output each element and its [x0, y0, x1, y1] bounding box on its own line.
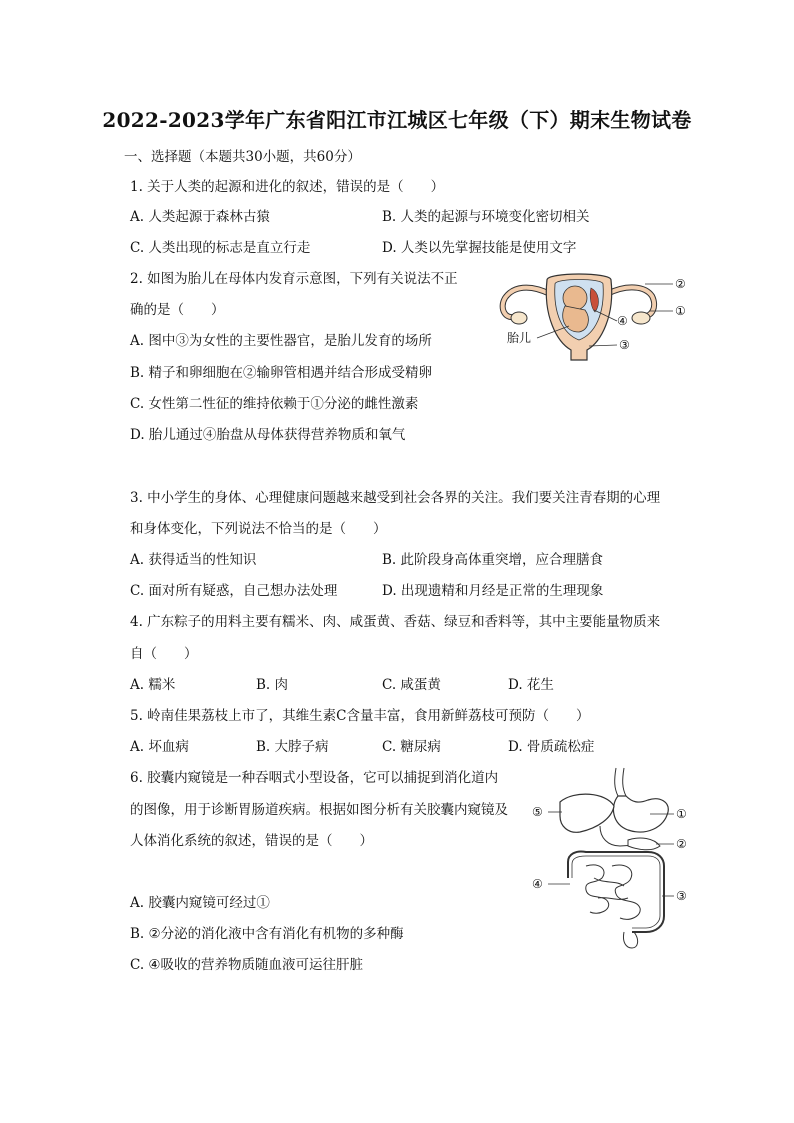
- question-4-option-c[interactable]: C. 咸蛋黄: [382, 677, 441, 693]
- question-1-option-c[interactable]: C. 人类出现的标志是直立行走: [130, 240, 311, 256]
- section-heading: 一、选择题（本题共30小题，共60分）: [124, 149, 361, 165]
- question-6-stem-line-3: 人体消化系统的叙述，错误的是（ ）: [130, 833, 373, 849]
- question-2-stem-line-2: 确的是（ ）: [130, 302, 225, 318]
- question-4-stem-line-1: 4. 广东粽子的用料主要有糯米、肉、咸蛋黄、香菇、绿豆和香料等，其中主要能量物质来: [130, 614, 661, 630]
- digestive-label-4: ④: [532, 877, 543, 891]
- digestive-system-figure: [528, 766, 698, 950]
- question-2-option-c[interactable]: C. 女性第二性征的维持依赖于①分泌的雌性激素: [130, 396, 419, 412]
- question-4-option-a[interactable]: A. 糯米: [130, 677, 176, 693]
- question-1-option-d[interactable]: D. 人类以先掌握技能是使用文字: [382, 240, 577, 256]
- question-6-stem-line-2: 的图像，用于诊断胃肠道疾病。根据如图分析有关胶囊内窥镜及: [130, 802, 508, 818]
- digestive-label-3: ③: [676, 889, 687, 903]
- figure-label-fetus: 胎儿: [507, 331, 532, 345]
- question-5-stem: 5. 岭南佳果荔枝上市了，其维生素C含量丰富，食用新鲜荔枝可预防（ ）: [130, 708, 590, 724]
- question-2-option-d[interactable]: D. 胎儿通过④胎盘从母体获得营养物质和氧气: [130, 427, 406, 443]
- question-1-option-b[interactable]: B. 人类的起源与环境变化密切相关: [382, 209, 590, 225]
- question-5-option-b[interactable]: B. 大脖子病: [256, 739, 329, 755]
- figure-label-3: ③: [619, 338, 630, 352]
- digestive-label-2: ②: [676, 837, 687, 851]
- question-6-option-c[interactable]: C. ④吸收的营养物质随血液可运往肝脏: [130, 957, 364, 973]
- question-3-option-c[interactable]: C. 面对所有疑惑，自己想办法处理: [130, 583, 338, 599]
- question-6-stem-line-1: 6. 胶囊内窥镜是一种吞咽式小型设备，它可以捕捉到消化道内: [130, 770, 499, 786]
- question-2-stem-line-1: 2. 如图为胎儿在母体内发育示意图，下列有关说法不正: [130, 271, 458, 287]
- question-1-stem: 1. 关于人类的起源和进化的叙述，错误的是（ ）: [130, 179, 445, 195]
- question-3-option-b[interactable]: B. 此阶段身高体重突增，应合理膳食: [382, 552, 604, 568]
- fetus-in-uterus-figure: [495, 266, 695, 366]
- question-2-option-a[interactable]: A. 图中③为女性的主要性器官，是胎儿发育的场所: [130, 333, 432, 349]
- question-4-stem-line-2: 自（ ）: [130, 646, 198, 662]
- question-6-option-b[interactable]: B. ②分泌的消化液中含有消化有机物的多种酶: [130, 926, 404, 942]
- figure-label-2: ②: [675, 277, 686, 291]
- figure-label-4: ④: [617, 314, 628, 328]
- question-2-option-b[interactable]: B. 精子和卵细胞在②输卵管相遇并结合形成受精卵: [130, 365, 433, 381]
- question-6-option-a[interactable]: A. 胶囊内窥镜可经过①: [130, 895, 270, 911]
- question-4-option-d[interactable]: D. 花生: [508, 677, 554, 693]
- question-3-option-d[interactable]: D. 出现遗精和月经是正常的生理现象: [382, 583, 604, 599]
- question-3-stem-line-1: 3. 中小学生的身体、心理健康问题越来越受到社会各界的关注。我们要关注青春期的心理: [130, 490, 661, 506]
- figure-label-1: ①: [675, 304, 686, 318]
- digestive-label-1: ①: [676, 807, 687, 821]
- question-1-option-a[interactable]: A. 人类起源于森林古猿: [130, 209, 270, 225]
- question-5-option-c[interactable]: C. 糖尿病: [382, 739, 441, 755]
- question-3-stem-line-2: 和身体变化，下列说法不恰当的是（ ）: [130, 521, 387, 537]
- question-4-option-b[interactable]: B. 肉: [256, 677, 289, 693]
- page-title: 2022-2023学年广东省阳江市江城区七年级（下）期末生物试卷: [102, 108, 692, 132]
- question-5-option-a[interactable]: A. 坏血病: [130, 739, 189, 755]
- question-5-option-d[interactable]: D. 骨质疏松症: [508, 739, 595, 755]
- question-3-option-a[interactable]: A. 获得适当的性知识: [130, 552, 257, 568]
- digestive-label-5: ⑤: [532, 805, 543, 819]
